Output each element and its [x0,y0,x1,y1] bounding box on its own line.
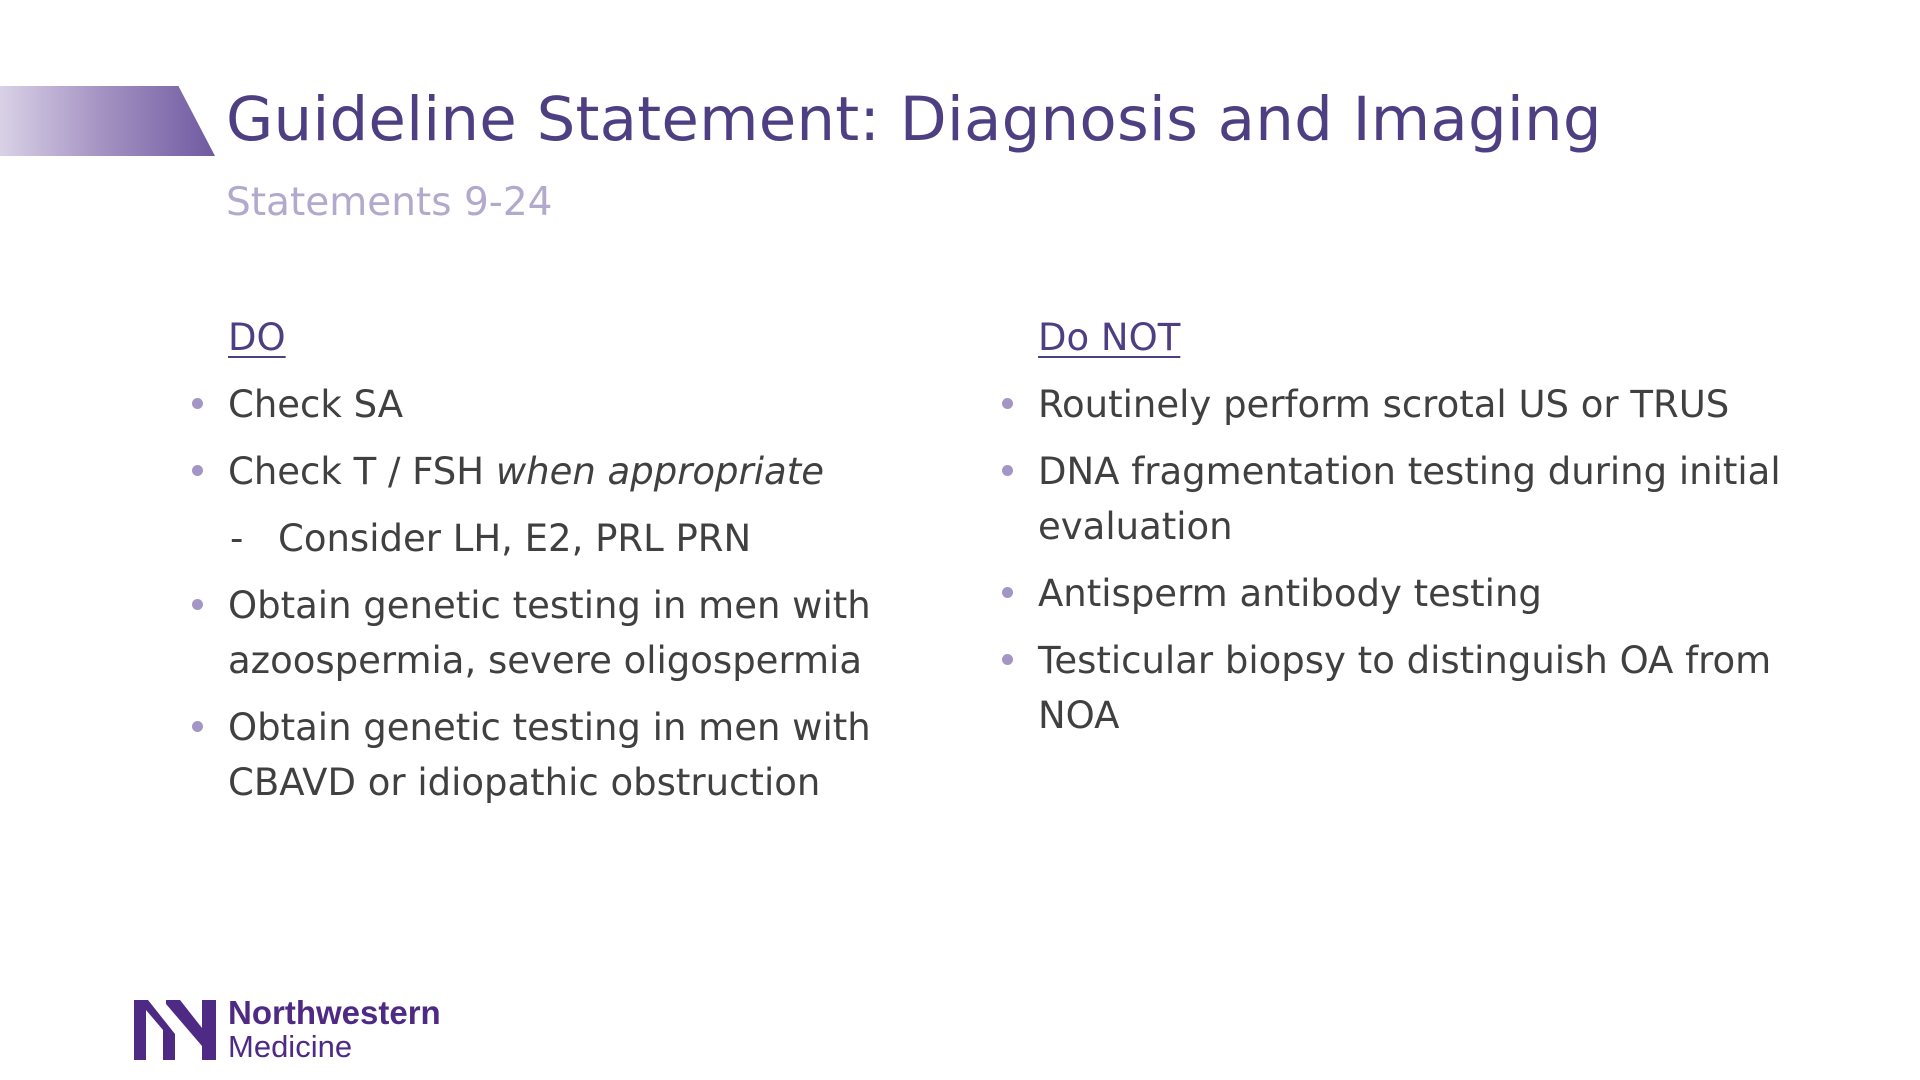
list-item-text: Antisperm antibody testing [1038,572,1542,615]
dash-icon: - [230,517,244,560]
list-item [188,444,928,499]
list-item [188,578,928,688]
slide-title: Guideline Statement: Diagnosis and Imaging [226,84,1602,155]
list-item [998,633,1798,743]
list-item-text: Consider LH, E2, PRL PRN [278,517,752,560]
list-item-text: Check T / FSH [228,450,496,493]
northwestern-medicine-logo [132,996,441,1062]
list-subitem [188,511,928,566]
list-item-emphasis: when appropriate [495,450,824,493]
bullet-icon [1002,398,1013,409]
bullet-icon [1002,465,1013,476]
slide-subtitle: Statements 9-24 [226,180,553,225]
list-item [998,566,1798,621]
bullet-icon [192,721,203,732]
list-item-text: Routinely perform scrotal US or TRUS [1038,383,1730,426]
bullet-icon [192,465,203,476]
logo-name: Northwestern [228,994,441,1031]
list-item [998,444,1798,554]
donot-heading: Do NOT [1038,316,1181,359]
bullet-icon [1002,587,1013,598]
bullet-icon [192,398,203,409]
list-item [188,700,928,810]
bullet-icon [192,599,203,610]
do-heading: DO [228,316,286,359]
bullet-icon [1002,654,1013,665]
list-item-text: Check SA [228,383,404,426]
list-item-text: Testicular biopsy to distinguish OA from NOA [1038,639,1772,737]
do-column [188,316,928,822]
title-accent-bar [0,86,215,156]
list-item-text: DNA fragmentation testing during initial evaluation [1038,450,1781,548]
list-item [998,377,1798,432]
list-item [188,377,928,432]
donot-list [998,377,1798,743]
list-item-text: Obtain genetic testing in men with CBAVD or idiopathic obstruction [228,706,871,804]
logo-subtitle: Medicine [228,1029,353,1064]
donot-column [998,316,1798,755]
list-item-text: Obtain genetic testing in men with azoospermia, severe oligospermia [228,584,871,682]
northwestern-medicine-logo-icon [132,996,218,1062]
do-list [188,377,928,810]
